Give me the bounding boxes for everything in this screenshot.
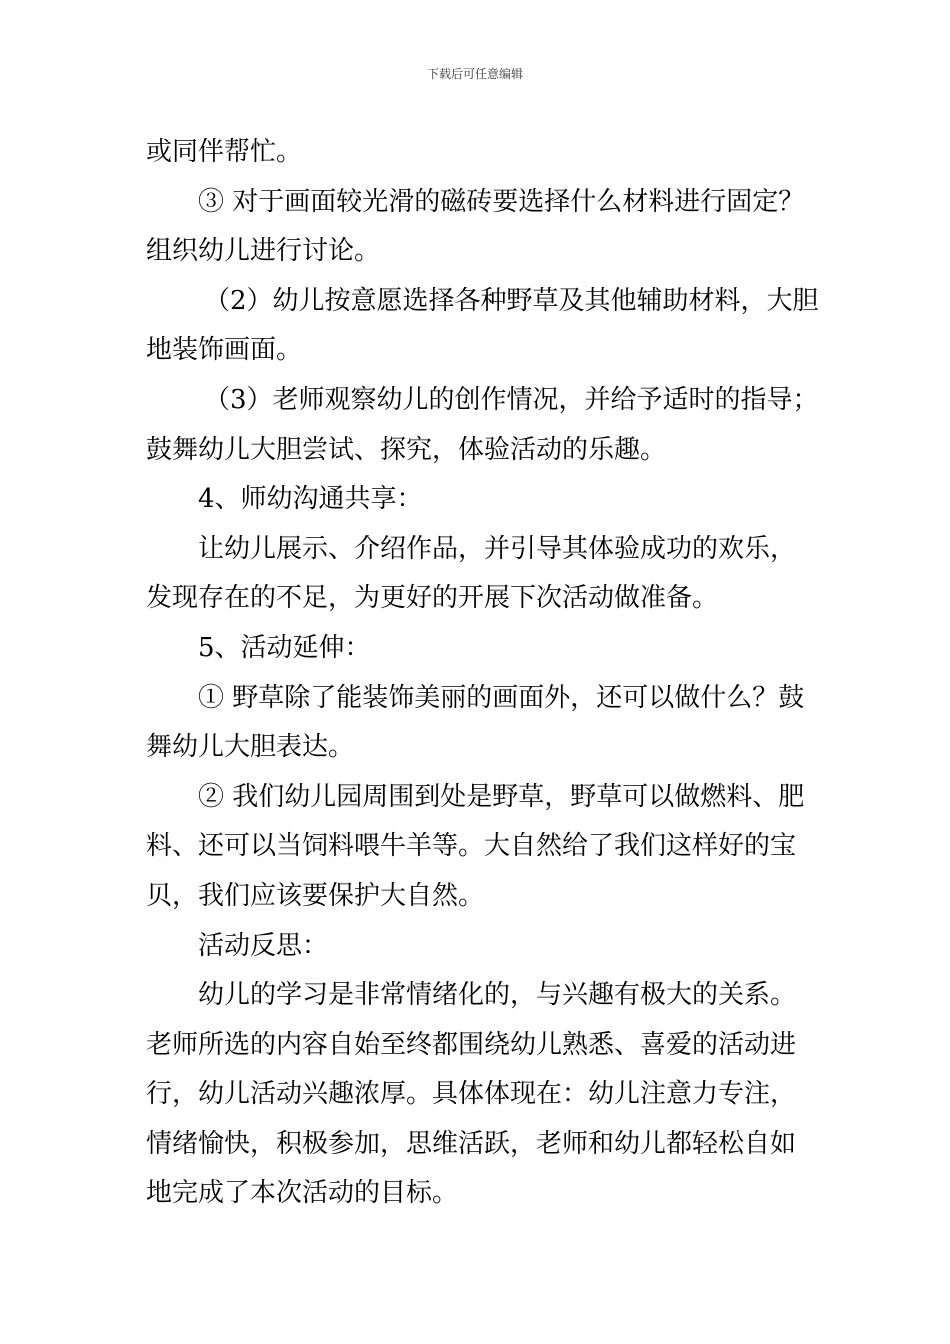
text-line: ③ 对于画面较光滑的磁砖要选择什么材料进行固定？ — [198, 186, 805, 217]
text-line: 组织幼儿进行讨论。 — [146, 236, 381, 267]
section-heading: 4、师幼沟通共享： — [198, 484, 423, 515]
text-line: 发现存在的不足，为更好的开展下次活动做准备。 — [146, 583, 719, 614]
text-line: 地装饰画面。 — [146, 335, 303, 366]
text-line: 或同伴帮忙。 — [146, 137, 303, 167]
text-line: 鼓舞幼儿大胆尝试、探究，体验活动的乐趣。 — [146, 434, 667, 465]
text-line: 行，幼儿活动兴趣浓厚。具体体现在：幼儿注意力专注， — [146, 1079, 797, 1110]
section-heading: 5、活动延伸： — [198, 632, 371, 663]
text-line: 舞幼儿大胆表达。 — [146, 732, 355, 763]
text-line: 老师所选的内容自始至终都围绕幼儿熟悉、喜爱的活动进 — [146, 1029, 797, 1060]
text-line: ① 野草除了能装饰美丽的画面外，还可以做什么？鼓 — [198, 682, 805, 713]
text-line: （2）幼儿按意愿选择各种野草及其他辅助材料，大胆 — [204, 285, 819, 316]
text-line: ② 我们幼儿园周围到处是野草，野草可以做燃料、肥 — [198, 781, 805, 812]
text-line: 贝，我们应该要保护大自然。 — [146, 880, 485, 911]
text-line: 地完成了本次活动的目标。 — [146, 1178, 459, 1209]
text-line: 幼儿的学习是非常情绪化的，与兴趣有极大的关系。 — [198, 980, 797, 1011]
text-line: （3）老师观察幼儿的创作情况，并给予适时的指导； — [204, 384, 819, 415]
document-body — [146, 128, 819, 1219]
page-header: 下载后可任意编辑 — [426, 67, 523, 81]
text-line: 让幼儿展示、介绍作品，并引导其体验成功的欢乐， — [198, 533, 797, 564]
section-heading: 活动反思： — [198, 930, 329, 961]
text-line: 情绪愉快，积极参加，思维活跃，老师和幼儿都轻松自如 — [146, 1128, 797, 1159]
text-line: 料、还可以当饲料喂牛羊等。大自然给了我们这样好的宝 — [146, 831, 797, 862]
